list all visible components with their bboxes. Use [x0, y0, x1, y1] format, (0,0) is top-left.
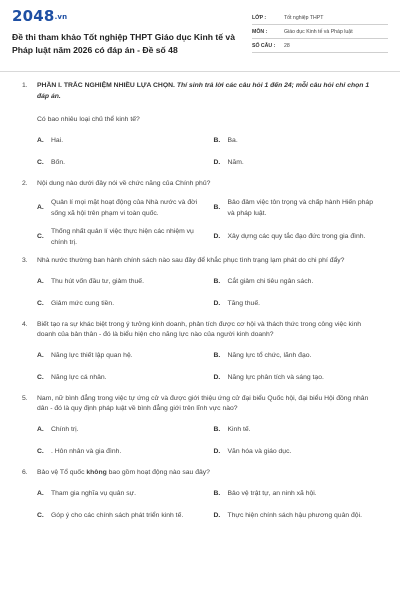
- option-letter: B.: [213, 352, 221, 360]
- option-text: Ba.: [227, 137, 238, 145]
- meta-row-subject: [252, 25, 388, 39]
- question-4: [12, 320, 388, 394]
- option-letter: D.: [213, 448, 221, 456]
- option-d[interactable]: [214, 227, 379, 248]
- option-letter: C.: [37, 511, 44, 519]
- option-b[interactable]: [214, 198, 379, 219]
- meta-label: LỚP :: [252, 15, 267, 21]
- option-text: Bảo đảm việc tôn trọng và chấp hành Hiến pháp và pháp luật.: [227, 199, 373, 217]
- option-d[interactable]: [214, 509, 379, 523]
- question-text-emphasis: không: [86, 468, 107, 476]
- option-text: Thống nhất quản lí việc thực hiện các nhiệm vụ chính trị.: [51, 228, 194, 246]
- question-body: [37, 394, 388, 468]
- option-letter: D.: [213, 374, 221, 382]
- option-letter: C.: [37, 374, 44, 382]
- question-text-end: bao gồm hoạt động nào sau đây?: [106, 468, 210, 476]
- option-a[interactable]: [37, 198, 202, 219]
- question-2: [12, 179, 388, 257]
- question-number: 2.: [22, 179, 28, 187]
- option-letter: D.: [213, 511, 221, 519]
- option-text: Chính trị.: [51, 426, 79, 434]
- question-number: 1.: [22, 82, 28, 89]
- option-text: Xây dựng các quy tắc đạo đức trong gia đình.: [227, 233, 366, 241]
- header-divider: [0, 71, 400, 72]
- option-c[interactable]: [37, 509, 202, 523]
- option-text: . Hôn nhân và gia đình.: [51, 448, 122, 456]
- option-a[interactable]: [37, 424, 202, 438]
- option-text: Năng lực phân tích và sáng tạo.: [227, 374, 324, 382]
- option-d[interactable]: [214, 157, 379, 171]
- question-6: [12, 468, 388, 532]
- option-letter: A.: [37, 352, 44, 360]
- option-text: Văn hóa và giáo dục.: [227, 448, 292, 456]
- option-text: Quản lí mọi mặt hoạt động của Nhà nước và đời sống xã hội trên phạm vi toàn quốc.: [51, 199, 198, 217]
- meta-row-class: [252, 12, 388, 25]
- exam-info-table: [252, 12, 388, 53]
- option-b[interactable]: [214, 135, 379, 149]
- part-title: PHẦN I. TRẮC NGHIỆM NHIỀU LỰA CHỌN.: [37, 82, 175, 89]
- question-number: 5.: [22, 394, 28, 402]
- question-text: Nam, nữ bình đẳng trong việc tự ứng cử và được giới thiệu ứng cử đại biểu Quốc hội, đại biểu Hội đồng nhân dân - đó là quy định pháp luật về bình đẳng giới trên lĩnh vực nào?: [37, 394, 369, 412]
- option-text: Kinh tế.: [227, 426, 251, 434]
- option-letter: D.: [213, 159, 221, 167]
- option-text: Năng lực thiết lập quan hệ.: [51, 352, 133, 360]
- option-letter: A.: [37, 204, 44, 212]
- option-letter: C.: [37, 300, 44, 308]
- option-c[interactable]: [37, 446, 202, 460]
- option-b[interactable]: [214, 487, 379, 501]
- header-left: [12, 8, 244, 56]
- option-a[interactable]: [37, 487, 202, 501]
- question-body: [37, 81, 388, 179]
- option-b[interactable]: [214, 424, 379, 438]
- answer-options: [37, 198, 378, 256]
- question-text: Nhà nước thường ban hành chính sách nào sau đây để khắc phục tình trạng lạm phát do chi phí đẩy?: [37, 257, 345, 264]
- option-text: Bốn.: [51, 159, 65, 167]
- document-title: Đề thi tham khảo Tốt nghiệp THPT Giáo dục Kinh tế và Pháp luật năm 2026 có đáp án - Đề số 48: [12, 32, 235, 55]
- logo-tld: .vn: [54, 13, 68, 21]
- option-text: Năng lực cá nhân.: [51, 374, 107, 382]
- part-heading: [37, 81, 378, 102]
- question-text: Nội dung nào dưới đây nói về chức năng của Chính phủ?: [37, 179, 211, 187]
- option-text: Thực hiện chính sách hậu phương quân đội.: [227, 511, 362, 519]
- option-letter: C.: [37, 233, 44, 241]
- question-text-start: Bảo vệ Tổ quốc: [37, 468, 87, 476]
- question-text: Biết tạo ra sự khác biệt trong ý tưởng kinh doanh, phản tích được cơ hội và thách thức trong công việc kinh doanh của bản thân - đó là biểu hiện cho năng lực nào của người kinh doanh?: [37, 320, 362, 338]
- option-letter: B.: [213, 489, 221, 497]
- document-header: [12, 8, 388, 56]
- option-letter: A.: [37, 278, 44, 286]
- option-letter: C.: [37, 159, 44, 167]
- question-body: [37, 320, 388, 394]
- option-d[interactable]: [214, 298, 379, 312]
- option-letter: A.: [37, 137, 44, 145]
- answer-options: [37, 487, 378, 531]
- option-b[interactable]: [214, 276, 379, 290]
- question-1: [12, 81, 388, 179]
- question-text: [37, 468, 378, 479]
- option-b[interactable]: [214, 350, 379, 364]
- meta-label: MÔN :: [252, 28, 268, 35]
- option-letter: B.: [213, 137, 221, 145]
- logo-main: 2048: [12, 7, 55, 25]
- part-instruction: Thí sinh trả lời các câu hỏi 1 đến 24; mỗi câu hỏi chỉ chọn 1 đáp án.: [37, 82, 370, 100]
- question-3: [12, 256, 388, 320]
- option-a[interactable]: [37, 276, 202, 290]
- question-5: [12, 394, 388, 468]
- option-text: Hai.: [51, 137, 64, 145]
- option-text: Góp ý cho các chính sách phát triển kinh tế.: [51, 511, 184, 519]
- option-letter: A.: [37, 489, 44, 497]
- option-text: Tăng thuế.: [227, 300, 260, 308]
- option-text: Tham gia nghĩa vụ quân sự.: [51, 489, 137, 497]
- option-text: Thu hút vốn đầu tư, giảm thuế.: [51, 278, 144, 286]
- question-number: 4.: [22, 320, 28, 328]
- option-c[interactable]: [37, 157, 202, 171]
- option-text: Cắt giảm chi tiêu ngân sách.: [227, 278, 314, 286]
- option-text: Bảo vệ trật tự, an ninh xã hội.: [227, 489, 317, 497]
- option-text: Năm.: [227, 159, 244, 167]
- option-letter: D.: [213, 233, 221, 241]
- option-letter: A.: [37, 426, 44, 434]
- question-list: [12, 81, 388, 531]
- option-letter: B.: [213, 278, 221, 286]
- meta-value: Tốt nghiệp THPT: [284, 15, 324, 21]
- site-logo[interactable]: [12, 8, 244, 25]
- option-a[interactable]: [37, 135, 202, 149]
- answer-options: [37, 135, 378, 179]
- meta-value: 28: [284, 42, 290, 49]
- option-c[interactable]: [37, 227, 202, 248]
- option-d[interactable]: [214, 372, 379, 386]
- question-number: 3.: [22, 257, 28, 264]
- meta-value: Giáo dục Kinh tế và Pháp luật: [284, 28, 353, 35]
- option-d[interactable]: [214, 446, 379, 460]
- answer-options: [37, 424, 378, 468]
- option-c[interactable]: [37, 372, 202, 386]
- answer-options: [37, 350, 378, 394]
- option-letter: D.: [213, 300, 221, 308]
- question-number: 6.: [22, 468, 28, 476]
- option-c[interactable]: [37, 298, 202, 312]
- meta-row-question-count: [252, 39, 388, 53]
- answer-options: [37, 276, 378, 320]
- option-text: Năng lực tổ chức, lãnh đạo.: [227, 352, 312, 360]
- question-body: [37, 179, 388, 257]
- option-letter: B.: [213, 426, 221, 434]
- option-letter: C.: [37, 448, 44, 456]
- option-letter: B.: [213, 204, 221, 212]
- question-body: [37, 256, 388, 320]
- question-body: [37, 468, 388, 532]
- meta-label: SỐ CÂU :: [252, 42, 276, 49]
- question-text: Có bao nhiêu loại chủ thể kinh tế?: [37, 116, 140, 123]
- option-text: Giảm mức cung tiền.: [51, 300, 115, 308]
- option-a[interactable]: [37, 350, 202, 364]
